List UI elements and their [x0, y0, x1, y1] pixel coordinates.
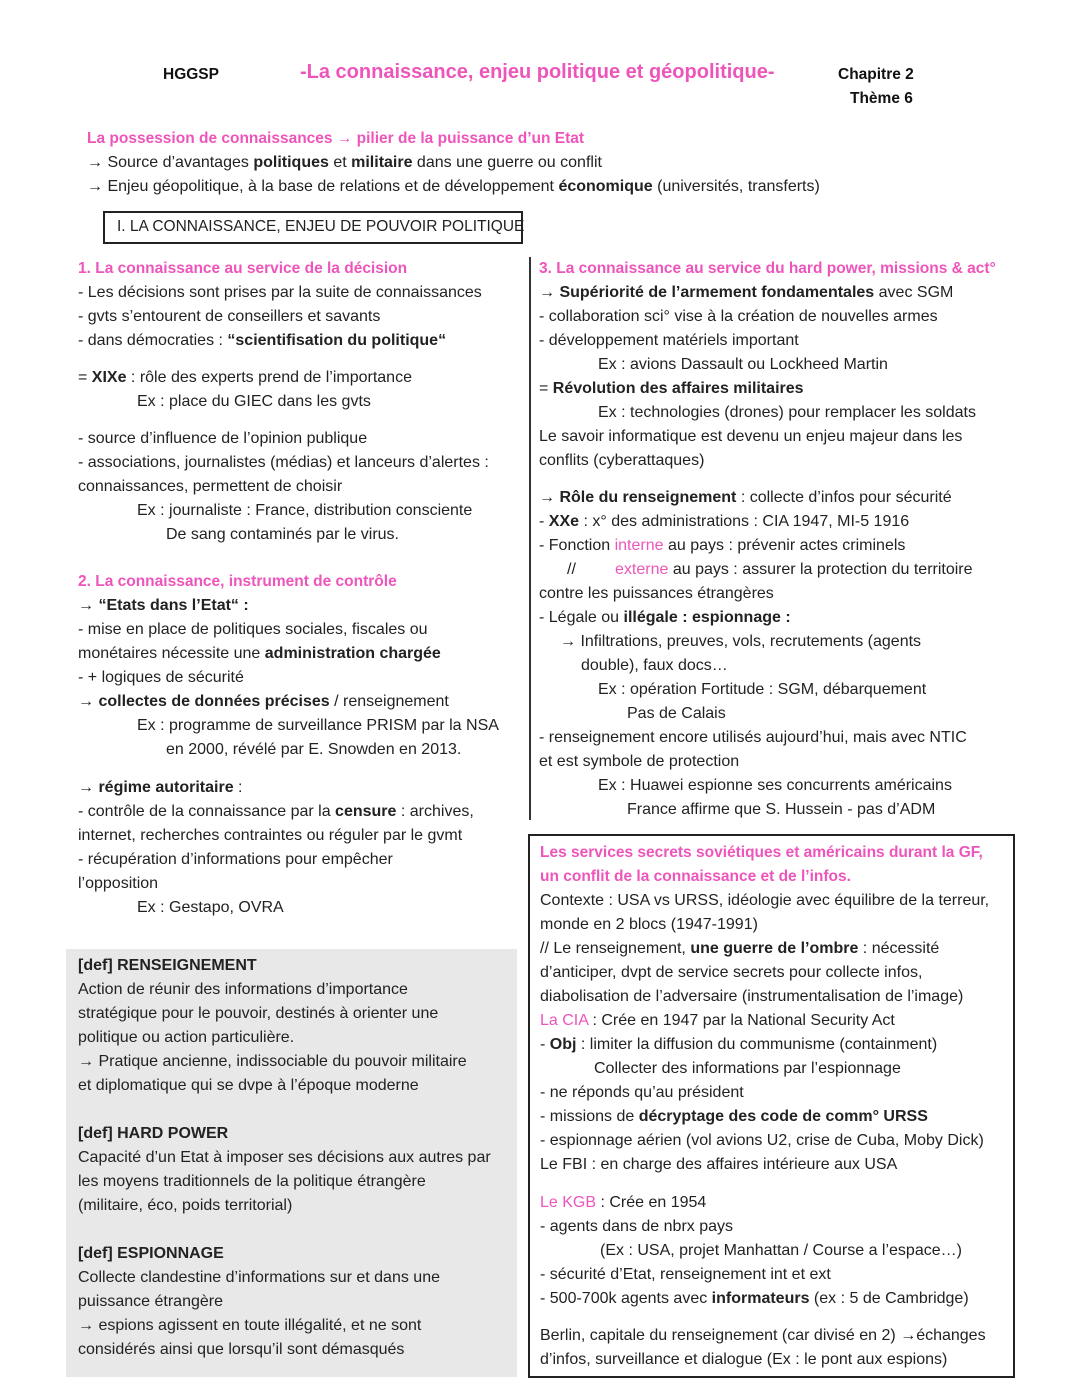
text-line: - espionnage aérien (vol avions U2, crise de Cuba, Moby Dick)	[540, 1132, 984, 1149]
part-1-title: I. LA CONNAISSANCE, ENJEU DE POUVOIR POLITIQUE	[117, 218, 525, 235]
text-line: (Ex : USA, projet Manhattan / Course a l’espace…)	[600, 1242, 962, 1259]
text-line: → collectes de données précises / renseignement	[78, 693, 449, 710]
text-line: Pas de Calais	[627, 705, 726, 722]
chapter-label: Chapitre 2	[838, 66, 914, 83]
text-line: internet, recherches contraintes ou réguler par le gvmt	[78, 827, 463, 844]
text-line: et est symbole de protection	[539, 753, 740, 770]
text-line: - sécurité d’Etat, renseignement int et ext	[540, 1266, 831, 1283]
text-line: conflits (cyberattaques)	[539, 452, 705, 469]
text-line: - dans démocraties : “scientifisation du politique“	[78, 332, 447, 349]
cold-war-title-2: un conflit de la connaissance et de l’infos.	[540, 868, 851, 885]
text-line: - + logiques de sécurité	[78, 669, 244, 686]
text-line: en 2000, révélé par E. Snowden en 2013.	[166, 741, 462, 758]
text-line: - missions de décryptage des code de comm° URSS	[540, 1108, 928, 1125]
text-line: Berlin, capitale du renseignement (car divisé en 2) →échanges	[540, 1327, 986, 1344]
text-line: - gvts s’entourent de conseillers et savants	[78, 308, 381, 325]
text-line: double), faux docs…	[581, 657, 728, 674]
text-line: Ex : journaliste : France, distribution consciente	[137, 502, 473, 519]
text-line: Ex : programme de surveillance PRISM par la NSA	[137, 717, 499, 734]
text-line: → Supériorité de l’armement fondamentales avec SGM	[539, 284, 954, 301]
subject-label: HGGSP	[163, 66, 219, 83]
text-line: → régime autoritaire :	[78, 779, 243, 796]
text-line: Le savoir informatique est devenu un enjeu majeur dans les	[539, 428, 963, 445]
text-line: Collecter des informations par l’espionnage	[594, 1060, 901, 1077]
theme-label: Thème 6	[850, 90, 913, 107]
cold-war-title-1: Les services secrets soviétiques et américains durant la GF,	[540, 844, 983, 861]
text-line: Collecte clandestine d’informations sur et dans une	[78, 1269, 440, 1286]
text-line: Capacité d’un Etat à imposer ses décisions aux autres par	[78, 1149, 491, 1166]
text-line: - Légale ou illégale : espionnage :	[539, 609, 791, 626]
text-line: // Le renseignement, une guerre de l’ombre : nécessité	[540, 940, 940, 957]
text-line: → Pratique ancienne, indissociable du pouvoir militaire	[78, 1053, 467, 1070]
intro-line-2: → Enjeu géopolitique, à la base de relations et de développement économique (universités, transferts)	[87, 178, 820, 195]
text-line: Ex : opération Fortitude : SGM, débarquement	[598, 681, 927, 698]
text-line: → espions agissent en toute illégalité, et ne sont	[78, 1317, 422, 1334]
text-line: monde en 2 blocs (1947-1991)	[540, 916, 758, 933]
text-line: Le KGB : Crée en 1954	[540, 1194, 707, 1211]
text-line: - Obj : limiter la diffusion du communisme (containment)	[540, 1036, 938, 1053]
text-line: (militaire, éco, poids territorial)	[78, 1197, 293, 1214]
text-line: contre les puissances étrangères	[539, 585, 774, 602]
text-line: stratégique pour le pouvoir, destinés à orienter une	[78, 1005, 439, 1022]
text-line: Ex : Huawei espionne ses concurrents américains	[598, 777, 952, 794]
text-line: Contexte : USA vs URSS, idéologie avec équilibre de la terreur,	[540, 892, 990, 909]
text-line: //	[567, 561, 576, 578]
text-line: Action de réunir des informations d’importance	[78, 981, 408, 998]
text-line: d’anticiper, dvpt de service secrets pour collecte infos,	[540, 964, 923, 981]
text-line: - contrôle de la connaissance par la censure : archives,	[78, 803, 474, 820]
text-line: Ex : avions Dassault ou Lockheed Martin	[598, 356, 888, 373]
def-espionnage-title: [def] ESPIONNAGE	[78, 1245, 224, 1262]
text-line: = XIXe : rôle des experts prend de l’importance	[78, 369, 412, 386]
text-line: Le FBI : en charge des affaires intérieure aux USA	[540, 1156, 898, 1173]
text-line: - développement matériels important	[539, 332, 799, 349]
text-line: Ex : place du GIEC dans les gvts	[137, 393, 371, 410]
text-line: - agents dans de nbrx pays	[540, 1218, 734, 1235]
column-divider	[529, 257, 531, 820]
text-line: → Infiltrations, preuves, vols, recrutements (agents	[560, 633, 922, 650]
text-line: - Les décisions sont prises par la suite de connaissances	[78, 284, 482, 301]
def-hard-power-title: [def] HARD POWER	[78, 1125, 229, 1142]
text-line: La CIA : Crée en 1947 par la National Security Act	[540, 1012, 895, 1029]
text-line: - Fonction interne au pays : prévenir actes criminels	[539, 537, 906, 554]
page-title: -La connaissance, enjeu politique et géopolitique-	[300, 61, 775, 83]
part-1-title-box	[103, 211, 523, 244]
intro-line-1: → Source d’avantages politiques et militaire dans une guerre ou conflit	[87, 154, 602, 171]
intro-heading: La possession de connaissances → pilier de la puissance d’un Etat	[87, 130, 585, 147]
text-line: De sang contaminés par le virus.	[166, 526, 399, 543]
text-line: France affirme que S. Hussein - pas d’ADM	[627, 801, 936, 818]
text-line: → Rôle du renseignement : collecte d’infos pour sécurité	[539, 489, 952, 506]
text-line: - ne réponds qu’au président	[540, 1084, 744, 1101]
text-line: - associations, journalistes (médias) et lanceurs d’alertes :	[78, 454, 489, 471]
text-line: et diplomatique qui se dvpe à l’époque moderne	[78, 1077, 419, 1094]
text-line: diabolisation de l’adversaire (instrumentalisation de l’image)	[540, 988, 964, 1005]
text-line: - 500-700k agents avec informateurs (ex : 5 de Cambridge)	[540, 1290, 969, 1307]
text-line: = Révolution des affaires militaires	[539, 380, 804, 397]
text-line: connaissances, permettent de choisir	[78, 478, 343, 495]
text-line: considérés ainsi que lorsqu’il sont démasqués	[78, 1341, 405, 1358]
text-line: puissance étrangère	[78, 1293, 223, 1310]
text-line: - récupération d’informations pour empêcher	[78, 851, 393, 868]
text-line: - mise en place de politiques sociales, fiscales ou	[78, 621, 428, 638]
text-line: monétaires nécessite une administration chargée	[78, 645, 441, 662]
text-line: l’opposition	[78, 875, 159, 892]
text-line: → “Etats dans l’Etat“ :	[78, 597, 249, 614]
text-line: Ex : Gestapo, OVRA	[137, 899, 284, 916]
text-line: - collaboration sci° vise à la création de nouvelles armes	[539, 308, 938, 325]
text-line: - renseignement encore utilisés aujourd’hui, mais avec NTIC	[539, 729, 967, 746]
section-1-title: 1. La connaissance au service de la décision	[78, 260, 408, 277]
arrow-icon: →	[336, 130, 353, 147]
section-2-title: 2. La connaissance, instrument de contrôle	[78, 573, 397, 590]
def-renseignement-title: [def] RENSEIGNEMENT	[78, 957, 257, 974]
text-line: les moyens traditionnels de la politique étrangère	[78, 1173, 426, 1190]
section-3-title: 3. La connaissance au service du hard power, missions & act°	[539, 260, 996, 277]
text-line: politique ou action particulière.	[78, 1029, 295, 1046]
text-line: d’infos, surveillance et dialogue (Ex : le pont aux espions)	[540, 1351, 948, 1368]
text-line: - source d’influence de l’opinion publique	[78, 430, 368, 447]
text-line: Ex : technologies (drones) pour remplacer les soldats	[598, 404, 976, 421]
text-line: externe au pays : assurer la protection du territoire	[615, 561, 973, 578]
text-line: - XXe : x° des administrations : CIA 1947, MI-5 1916	[539, 513, 910, 530]
